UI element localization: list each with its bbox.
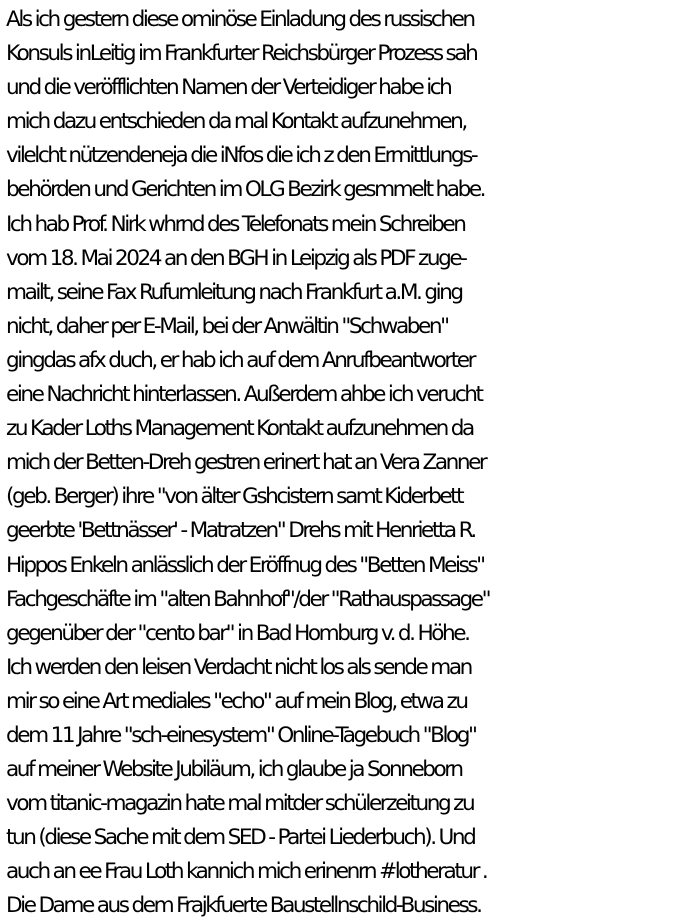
text-line: nicht, daher per E-Mail, bei der Anwältin "Schwaben" [6, 313, 448, 339]
text-line: eine Nachricht hinterlassen. Außerdem ahbe ich veruсht [6, 382, 482, 408]
text-line: tun (diese Sache mit dem SED - Partei Liederbuch). Und [6, 825, 475, 851]
text-line: vilelcht nützendeneja die iNfos die ich z den Ermittlungs- [6, 143, 477, 169]
text-line: mich der Betten-Dreh gestren erinert hat an Vera Zanner [6, 450, 486, 476]
text-line: Die Dame aus dem Frajkfuerte Baustellnschild-Business. [6, 893, 481, 919]
text-line: Ich hab Prof. Nirk whrnd des Telefonats mein Schreiben [6, 211, 465, 237]
text-line: Hippos Enkeln anlässlich der Eröffnug des "Betten Meiss" [6, 552, 484, 578]
text-line: (geb. Berger) ihre "von älter Gshcistern samt Kiderbett [6, 484, 463, 510]
text-line: vom titanic-magazin hate mal mitder schülerzeitung zu [6, 791, 474, 817]
text-line: auf meiner Website Jubiläum, ich glaube ja Sonneborn [6, 757, 462, 783]
text-line: Als ich gestern diese ominöse Einladung des russischen [6, 7, 474, 32]
text-line: gegenüber der "cento bar" in Bad Homburg v. d. Höhe. [6, 620, 469, 646]
text-line: mich dazu entschieden da mal Kontakt aufzunehmen, [6, 109, 466, 135]
text-line: mailt, seine Fax Rufumleitung nach Frankfurt a.M. ging [6, 279, 462, 305]
text-line: und die veröfflichten Namen der Verteidiger habe ich [6, 75, 451, 101]
document-body [6, 3, 682, 924]
text-line: vom 18. Mai 2024 an den BGH in Leipzig als PDF zuge- [6, 245, 466, 271]
text-line: geerbte 'Bettnässer' - Matratzen" Drehs mit Henrietta R. [6, 518, 475, 544]
text-line: dem 11 Jahre "sch-einesystem" Online-Tagebuch "Blog" [6, 722, 476, 748]
text-line: Fachgeschäfte im "alten Bahnhof"/der "Rathauspassage" [6, 586, 490, 612]
text-line: Ich werden den leisen Verdacht nicht los als sende man [6, 654, 471, 680]
text-line: gingdas afx duch, er hab ich auf dem Anrufbeantworter [6, 347, 475, 373]
text-line: Konsuls inLeitig im Frankfurter Reichsbürger Prozess sah [6, 41, 477, 67]
text-line: auch an ee Frau Loth kannich mich erinenrn #lotheratur . [6, 859, 487, 885]
text-line: zu Kader Loths Management Kontakt aufzunehmen da [6, 416, 473, 442]
text-line: behörden und Gerichten im OLG Bezirk gesmmelt habe. [6, 177, 485, 203]
text-line: mir so eine Art mediales "echo" auf mein Blog, etwa zu [6, 688, 467, 714]
